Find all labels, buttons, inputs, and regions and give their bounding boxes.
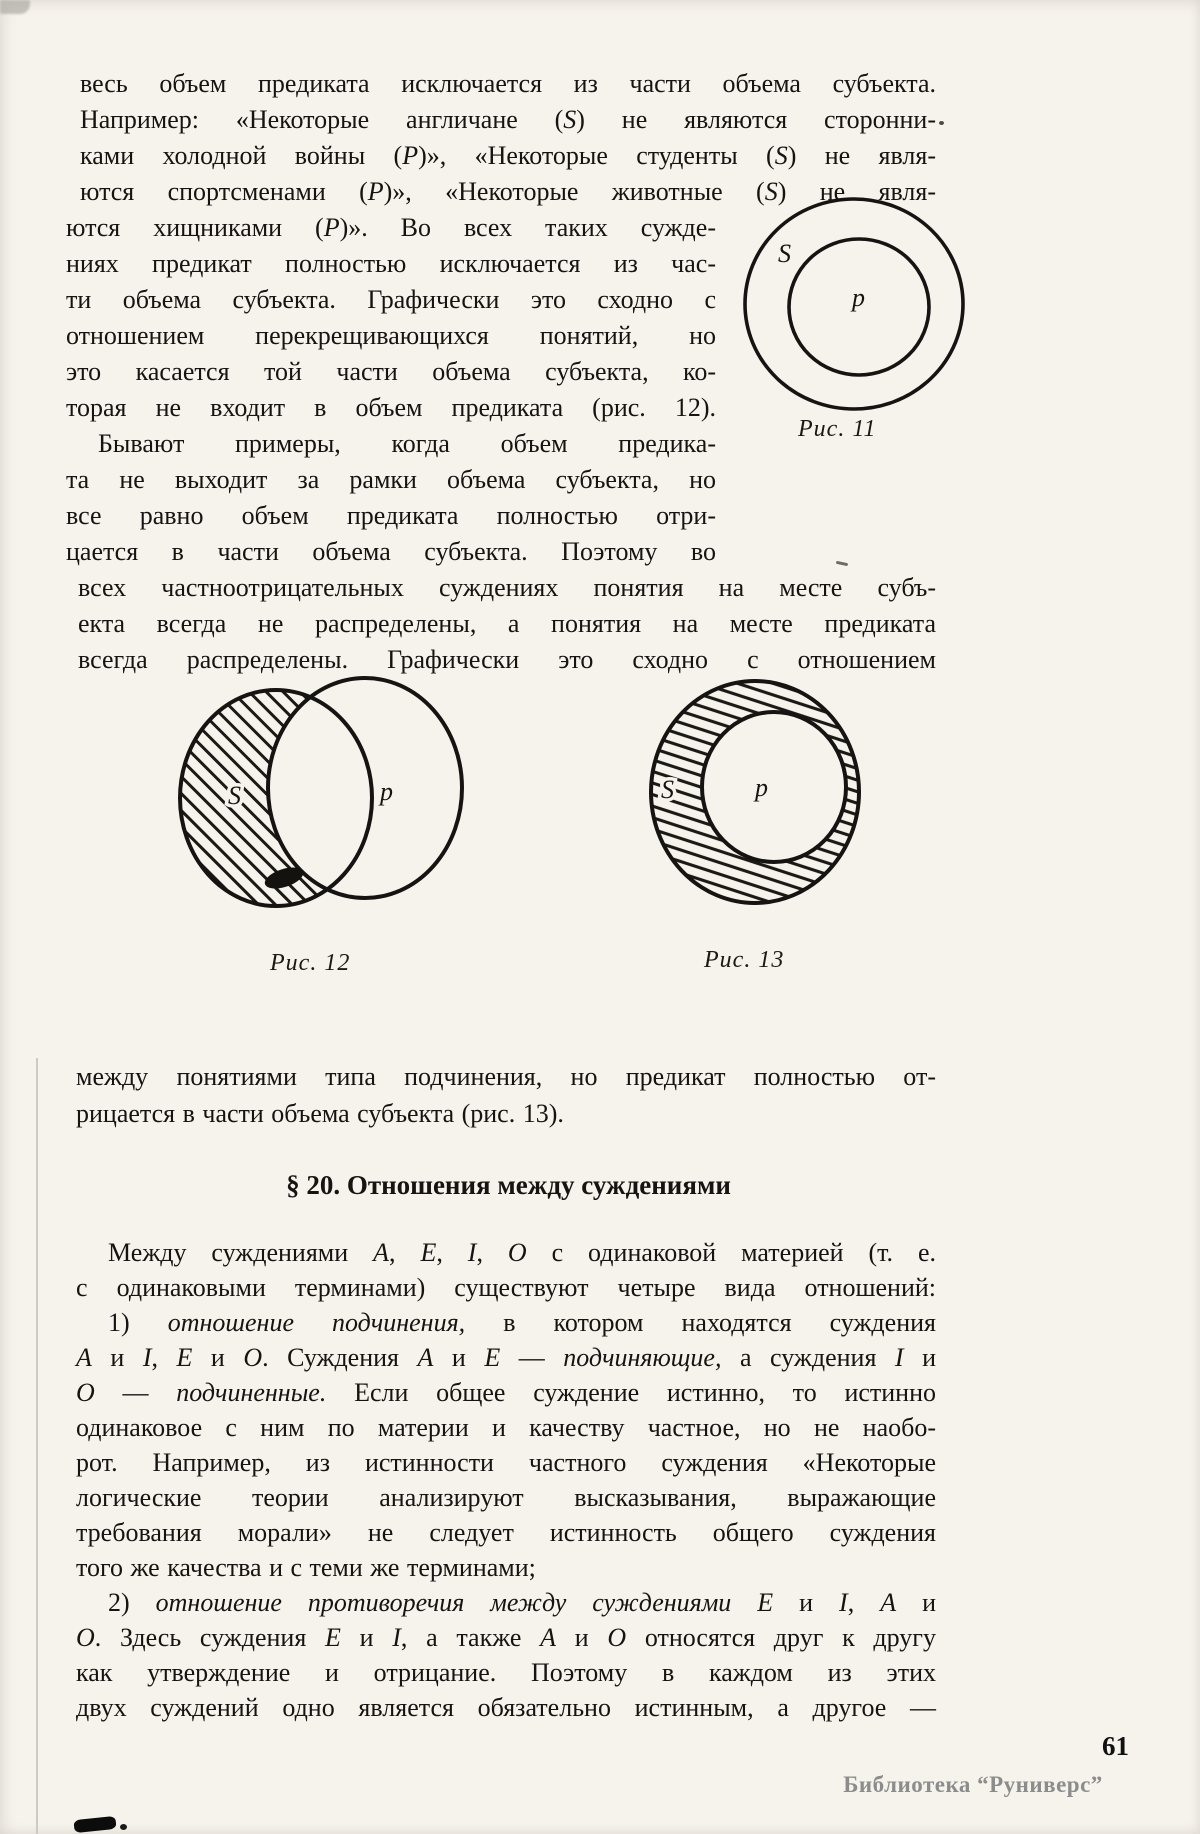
scan-ink-dot-bottom-left (120, 1824, 127, 1830)
text-line: ти объема субъекта. Графически это сходно с (66, 285, 716, 314)
fig11-label-S: S (778, 239, 791, 268)
text-line: весь объем предиката исключается из части объема субъекта. (80, 69, 936, 98)
figure-11-caption: Рис. 11 (798, 416, 877, 442)
text-line: O — подчиненные. Если общее суждение истинно, то истинно (76, 1378, 936, 1407)
fig12-label-p: p (380, 777, 393, 806)
text-line: как утверждение и отрицание. Поэтому в каждом из этих (76, 1658, 936, 1687)
scan-ink-mark-bottom-left (73, 1816, 116, 1833)
text-line: всех частноотрицательных суждениях понятия на месте субъ- (78, 573, 936, 602)
text-line: рот. Например, из истинности частного суждения «Некоторые (76, 1448, 936, 1477)
figure-12-caption: Рис. 12 (270, 950, 351, 976)
text-line: 1) отношение подчинения, в котором находятся суждения (108, 1308, 936, 1337)
text-line: 2) отношение противоречия между суждениями E и I, A и (108, 1588, 936, 1617)
scan-margin-line (36, 1058, 38, 1834)
text-line: ниях предикат полностью исключается из час- (66, 249, 716, 278)
text-line: ются хищниками (P)». Во всех таких сужде- (66, 213, 716, 242)
text-line: это касается той части объема субъекта, ко- (66, 357, 716, 386)
text-line: торая не входит в объем предиката (рис. 12). (66, 393, 716, 422)
figure-11-venn-diagram (742, 196, 974, 420)
library-watermark: Библиотека “Руниверс” (843, 1772, 1103, 1797)
body-text-full-width (78, 570, 936, 678)
section-heading: § 20. Отношения между суждениями (286, 1170, 731, 1200)
text-line: Между суждениями A, E, I, O с одинаковой материей (т. е. (108, 1238, 937, 1267)
text-line: ются спортсменами (P)», «Некоторые животные (S) не явля- (80, 177, 936, 206)
text-line: с одинаковыми терминами) существуют четыре вида отношений: (76, 1273, 936, 1302)
text-line: O. Здесь суждения E и I, а также A и O относятся друг к другу (76, 1623, 936, 1652)
scan-smudge-top-left (0, 0, 30, 14)
scan-speck (836, 561, 848, 566)
text-line: Например: «Некоторые англичане (S) не являются сторонни- (80, 105, 936, 134)
fig11-label-p: p (852, 283, 865, 312)
text-line: всегда распределены. Графически это сходно с отношением (78, 645, 936, 674)
scan-speck (939, 121, 944, 125)
figure-13-caption: Рис. 13 (704, 947, 785, 973)
text-line: екта всегда не распределены, а понятия на месте предиката (78, 609, 936, 638)
body-text-after-figures (76, 1058, 936, 1132)
body-text-top (80, 66, 936, 210)
figure-12-venn-diagram (168, 670, 468, 918)
text-line: отношением перекрещивающихся понятий, но (66, 321, 716, 350)
fig13-inner-circle-p (702, 712, 846, 862)
fig13-label-S: S (661, 775, 674, 804)
text-line: двух суждений одно является обязательно истинным, а другое — (76, 1693, 936, 1722)
page-number: 61 (1102, 1731, 1129, 1761)
section-body-text (76, 1235, 936, 1725)
figure-13-venn-diagram (643, 670, 871, 918)
text-line: все равно объем предиката полностью отри- (66, 501, 716, 530)
text-line: рицается в части объема субъекта (рис. 13). (76, 1099, 564, 1128)
text-line: между понятиями типа подчинения, но предикат полностью от- (76, 1062, 936, 1091)
text-line: A и I, E и O. Суждения A и E — подчиняющие, а суждения I и (76, 1343, 937, 1372)
text-line: та не выходит за рамки объема субъекта, но (66, 465, 716, 494)
text-line: того же качества и с теми же терминами; (76, 1553, 536, 1582)
text-line: логические теории анализируют высказывания, выражающие (76, 1483, 936, 1512)
text-line: Бывают примеры, когда объем предика- (98, 429, 716, 458)
text-line: цается в части объема субъекта. Поэтому во (66, 537, 716, 566)
text-line: ками холодной войны (P)», «Некоторые студенты (S) не явля- (80, 141, 936, 170)
body-text-narrow-column (66, 210, 716, 570)
text-line: одинаковое с ним по материи и качеству частное, но не наобо- (76, 1413, 936, 1442)
fig13-label-p: p (755, 773, 768, 802)
fig12-label-S: S (228, 781, 241, 810)
text-line: требования морали» не следует истинность общего суждения (76, 1518, 936, 1547)
